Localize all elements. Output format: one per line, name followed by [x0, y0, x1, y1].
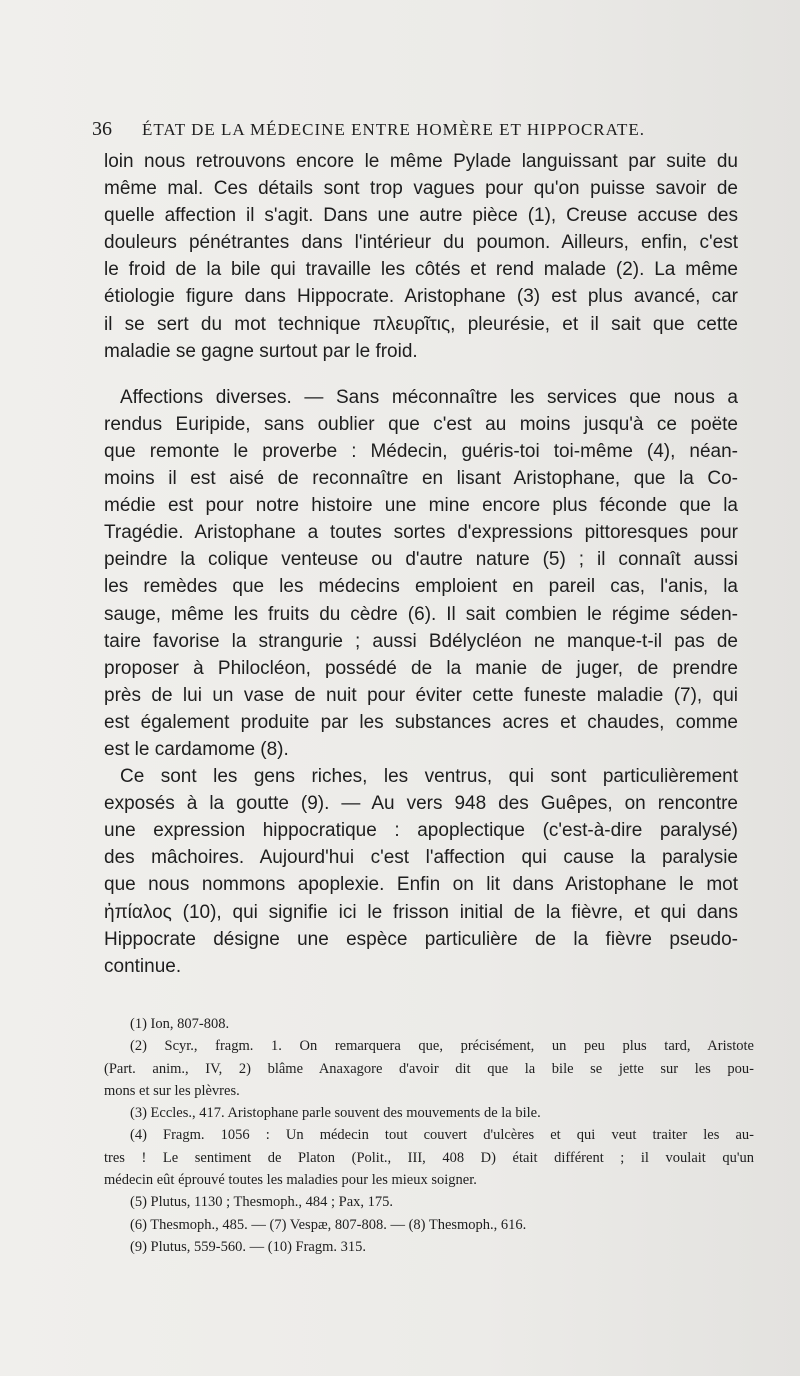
- text-line: il se sert du mot technique πλευρῖτις, pleurésie, et il sait que cette: [104, 313, 738, 335]
- footnote: (Part. anim., IV, 2) blâme Anaxagore d'avoir dit que la bile se jette sur les pou-: [104, 1060, 754, 1077]
- running-title: ÉTAT DE LA MÉDECINE ENTRE HOMÈRE ET HIPPOCRATE.: [142, 120, 646, 139]
- text-line: le froid de la bile qui travaille les côtés et rend malade (2). La même: [104, 259, 738, 281]
- text-line: peindre la colique venteuse ou d'autre nature (5) ; il connaît aussi: [104, 549, 738, 571]
- text-line: même mal. Ces détails sont trop vagues pour qu'on puisse savoir de: [104, 178, 738, 200]
- text-line: continue.: [104, 955, 182, 977]
- text-line: douleurs pénétrantes dans l'intérieur du poumon. Ailleurs, enfin, c'est: [104, 232, 738, 254]
- paragraph-1: [104, 148, 738, 365]
- footnotes: [104, 1013, 754, 1258]
- footnote: (5) Plutus, 1130 ; Thesmoph., 484 ; Pax, 175.: [130, 1194, 394, 1211]
- text-line: les remèdes que les médecins emploient en pareil cas, l'anis, la: [104, 576, 738, 598]
- text-line: médie est pour notre histoire une mine encore plus féconde que la: [104, 495, 738, 517]
- text-line: maladie se gagne surtout par le froid.: [104, 340, 418, 362]
- text-line: étiologie figure dans Hippocrate. Aristophane (3) est plus avancé, car: [104, 286, 738, 308]
- text-line: près de lui un vase de nuit pour éviter cette funeste maladie (7), qui: [104, 684, 738, 706]
- text-line: que nous nommons apoplexie. Enfin on lit dans Aristophane le mot: [104, 874, 738, 896]
- footnote: mons et sur les plèvres.: [104, 1082, 240, 1099]
- footnote: (3) Eccles., 417. Aristophane parle souvent des mouvements de la bile.: [130, 1105, 541, 1122]
- text-line: des mâchoires. Aujourd'hui c'est l'affection qui cause la paralysie: [104, 847, 738, 869]
- footnote: (9) Plutus, 559-560. — (10) Fragm. 315.: [130, 1238, 367, 1255]
- text-line: Tragédie. Aristophane a toutes sortes d'expressions pittoresques pour: [104, 522, 738, 544]
- footnote: tres ! Le sentiment de Platon (Polit., III, 408 D) était différent ; il voulait qu'un: [104, 1149, 754, 1166]
- footnote: (1) Ion, 807-808.: [130, 1016, 230, 1032]
- text-line: taire favorise la strangurie ; aussi Bdélycléon ne manque-t-il pas de: [104, 630, 738, 652]
- text-line: quelle affection il s'agit. Dans une autre pièce (1), Creuse accuse des: [104, 205, 738, 227]
- footnote: (2) Scyr., fragm. 1. On remarquera que, précisément, un peu plus tard, Aristote: [130, 1038, 754, 1055]
- paragraph-3: [104, 763, 738, 980]
- text-line: une expression hippocratique : apoplectique (c'est-à-dire paralysé): [104, 820, 738, 842]
- text-line: est le cardamome (8).: [104, 738, 289, 760]
- footnote: médecin eût éprouvé toutes les maladies pour les mieux soigner.: [104, 1172, 477, 1189]
- text-line: exposés à la goutte (9). — Au vers 948 des Guêpes, on rencontre: [104, 793, 738, 815]
- footnote: (4) Fragm. 1056 : Un médecin tout couvert d'ulcères et qui veut traiter les au-: [130, 1127, 754, 1144]
- paragraph-2: [104, 384, 738, 763]
- text-line: moins il est aisé de reconnaître en lisant Aristophane, que la Co-: [104, 468, 738, 490]
- text-line: rendus Euripide, sans oublier que c'est au moins jusqu'à ce poëte: [104, 413, 738, 435]
- text-line: loin nous retrouvons encore le même Pylade languissant par suite du: [104, 151, 738, 172]
- footnote: (6) Thesmoph., 485. — (7) Vespæ, 807-808. — (8) Thesmoph., 616.: [130, 1216, 527, 1233]
- text-line: Hippocrate désigne une espèce particulière de la fièvre pseudo-: [104, 928, 738, 950]
- text-line: Affections diverses. — Sans méconnaître les services que nous a: [120, 386, 738, 408]
- text-line: est également produite par les substances acres et chaudes, comme: [104, 711, 738, 733]
- page-number: 36: [92, 118, 112, 140]
- text-line: Ce sont les gens riches, les ventrus, qui sont particulièrement: [120, 766, 738, 788]
- running-head: [92, 118, 772, 141]
- text-line: que remonte le proverbe : Médecin, guéris-toi toi-même (4), néan-: [104, 440, 738, 462]
- text-line: ἠπίαλος (10), qui signifie ici le frisson initial de la fièvre, et qui dans: [104, 901, 738, 923]
- text-line: sauge, même les fruits du cèdre (6). Il sait combien le régime séden-: [104, 603, 738, 625]
- text-line: proposer à Philocléon, possédé de la manie de juger, de prendre: [104, 657, 738, 679]
- body-text: [104, 148, 738, 980]
